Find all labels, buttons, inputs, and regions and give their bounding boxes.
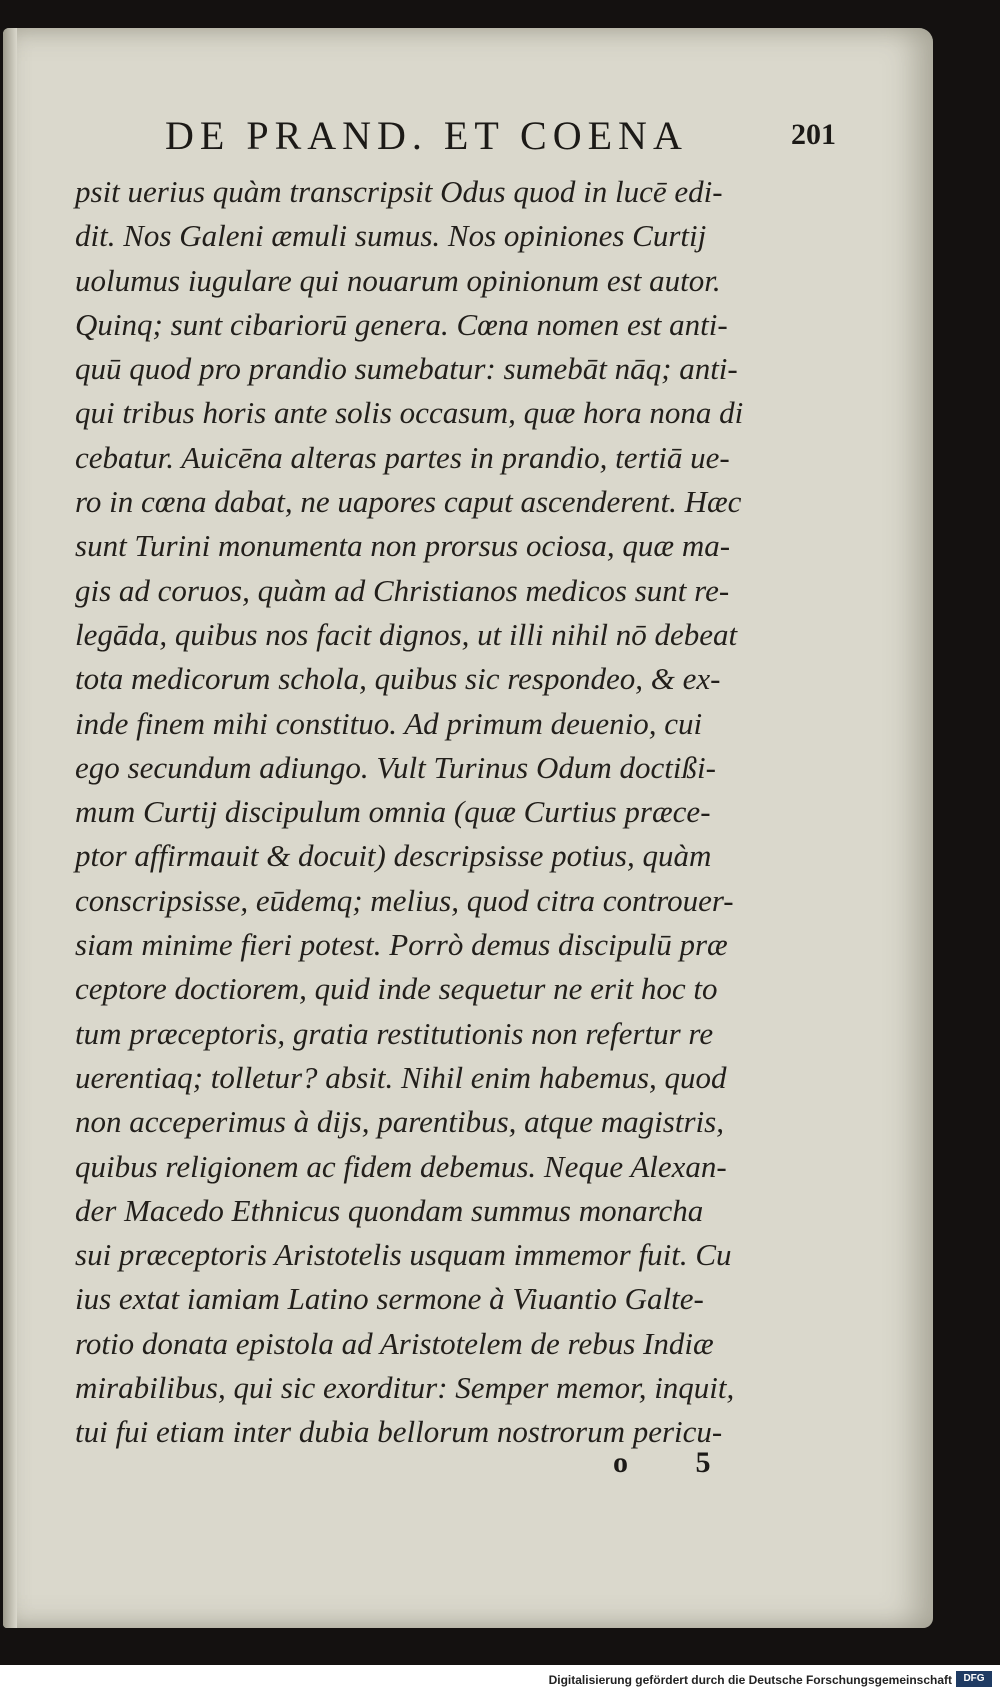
text-line: gis ad coruos, quàm ad Christianos medicos sunt re- bbox=[75, 572, 730, 608]
text-line: ro in cœna dabat, ne uapores caput ascenderent. Hæc bbox=[75, 484, 742, 520]
text-line: ptor affirmauit & docuit) descripsisse potius, quàm bbox=[75, 838, 712, 874]
text-line: quibus religionem ac fidem debemus. Neque Alexan- bbox=[75, 1148, 727, 1184]
page-number: 201 bbox=[791, 118, 836, 151]
text-line: Quinq; sunt cibariorū genera. Cœna nomen est anti- bbox=[75, 306, 728, 342]
text-line: mirabilibus, qui sic exorditur: Semper memor, inquit, bbox=[75, 1370, 735, 1406]
text-line: ceptore doctiorem, quid inde sequetur ne erit hoc to bbox=[75, 971, 718, 1007]
body-text bbox=[75, 170, 855, 1455]
text-line: der Macedo Ethnicus quondam summus monarcha bbox=[75, 1192, 704, 1228]
text-line: mum Curtij discipulum omnia (quæ Curtius præce- bbox=[75, 794, 711, 830]
text-line: tui fui etiam inter dubia bellorum nostrorum pericu- bbox=[75, 1414, 723, 1450]
text-line: siam minime fieri potest. Porrò demus discipulū præ bbox=[75, 927, 728, 963]
text-line: quū quod pro prandio sumebatur: sumebāt nāq; anti- bbox=[75, 351, 738, 387]
text-line: uerentiaq; tolletur? absit. Nihil enim habemus, quod bbox=[75, 1059, 727, 1095]
text-line: rotio donata epistola ad Aristotelem de rebus Indiæ bbox=[75, 1325, 714, 1361]
text-line: tota medicorum schola, quibus sic respondeo, & ex- bbox=[75, 661, 721, 697]
text-line: sui præceptoris Aristotelis usquam immemor fuit. Cu bbox=[75, 1237, 732, 1273]
text-line: ego secundum adiungo. Vult Turinus Odum doctißi- bbox=[75, 749, 716, 785]
text-line: qui tribus horis ante solis occasum, quæ hora nona di bbox=[75, 395, 744, 431]
text-line: inde finem mihi constituo. Ad primum deuenio, cui bbox=[75, 705, 703, 741]
text-line: dit. Nos Galeni æmuli sumus. Nos opiniones Curtij bbox=[75, 218, 707, 254]
dfg-logo: DFG bbox=[956, 1671, 992, 1687]
text-line: sunt Turini monumenta non prorsus ociosa, quæ ma- bbox=[75, 528, 731, 564]
text-line: legāda, quibus nos facit dignos, ut illi nihil nō debeat bbox=[75, 616, 738, 652]
text-line: ius extat iamiam Latino sermone à Viuantio Galte- bbox=[75, 1281, 704, 1317]
funding-credit: Digitalisierung gefördert durch die Deutsche Forschungsgemeinschaft bbox=[548, 1673, 952, 1687]
signature-mark: o 5 bbox=[613, 1446, 741, 1479]
running-head: DE PRAND. ET COENA bbox=[165, 113, 688, 158]
text-line: conscripsisse, eūdemq; melius, quod citra controuer- bbox=[75, 882, 734, 918]
text-line: tum præceptoris, gratia restitutionis non refertur re bbox=[75, 1015, 714, 1051]
text-line: psit uerius quàm transcripsit Odus quod in lucē edi- bbox=[75, 174, 723, 209]
footer-bar bbox=[0, 1665, 1000, 1695]
text-line: cebatur. Auicēna alteras partes in prandio, tertiā ue- bbox=[75, 439, 730, 475]
text-line: non acceperimus à dijs, parentibus, atque magistris, bbox=[75, 1104, 724, 1140]
page-gutter bbox=[3, 28, 17, 1628]
book-page bbox=[3, 28, 933, 1628]
text-line: uolumus iugulare qui nouarum opinionum est autor. bbox=[75, 262, 721, 298]
